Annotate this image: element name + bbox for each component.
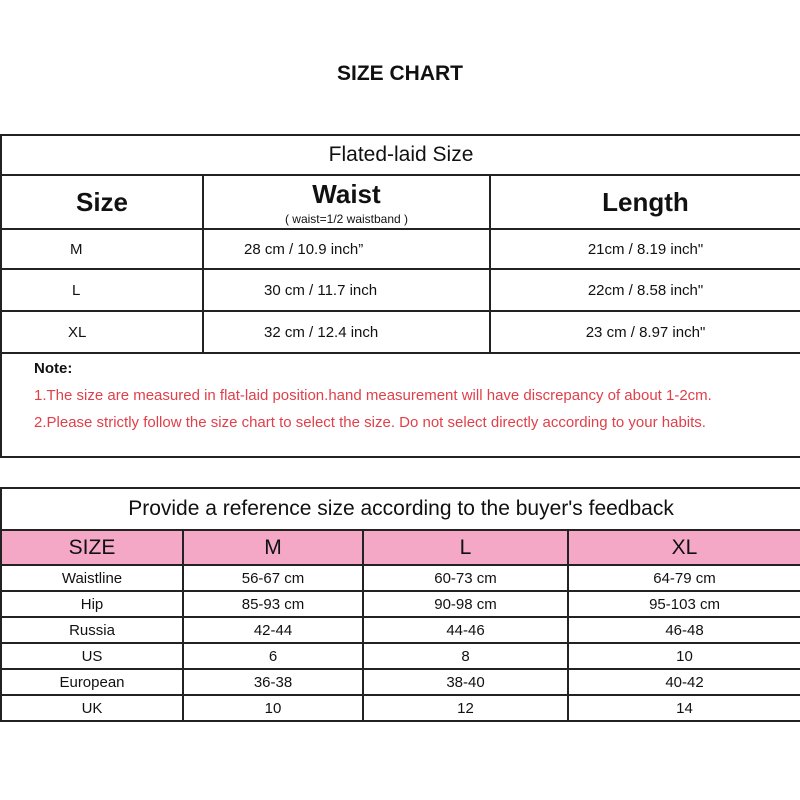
- flat-laid-size-table: [0, 134, 800, 458]
- cell-value: 8: [363, 643, 568, 669]
- cell-value: 90-98 cm: [363, 591, 568, 617]
- table-row: [1, 643, 800, 669]
- header-waist: [203, 175, 490, 229]
- table-row: [1, 311, 800, 353]
- cell-value: 14: [568, 695, 800, 721]
- header-m: M: [183, 530, 363, 565]
- header-l: L: [363, 530, 568, 565]
- table-row: [1, 269, 800, 311]
- note-2: 2.Please strictly follow the size chart to select the size. Do not select directly according to your habits.: [34, 414, 706, 431]
- table-row: [1, 565, 800, 591]
- cell-label: Russia: [1, 617, 183, 643]
- cell-waist: 28 cm / 10.9 inch”: [203, 229, 490, 269]
- cell-value: 38-40: [363, 669, 568, 695]
- header-waist-label: Waist: [312, 178, 381, 209]
- header-size: Size: [1, 175, 203, 229]
- header-size: SIZE: [1, 530, 183, 565]
- note-label: Note:: [34, 360, 73, 377]
- cell-value: 56-67 cm: [183, 565, 363, 591]
- cell-value: 6: [183, 643, 363, 669]
- cell-waist: 30 cm / 11.7 inch: [203, 269, 490, 311]
- table-caption: Flated-laid Size: [1, 135, 800, 175]
- cell-length: 22cm / 8.58 inch": [490, 269, 800, 311]
- cell-label: Waistline: [1, 565, 183, 591]
- cell-value: 44-46: [363, 617, 568, 643]
- reference-size-table: [0, 487, 800, 722]
- table-row: [1, 591, 800, 617]
- cell-value: 12: [363, 695, 568, 721]
- cell-value: 46-48: [568, 617, 800, 643]
- cell-value: 85-93 cm: [183, 591, 363, 617]
- table-caption: Provide a reference size according to the buyer's feedback: [1, 488, 800, 530]
- cell-value: 60-73 cm: [363, 565, 568, 591]
- note-1: 1.The size are measured in flat-laid position.hand measurement will have discrepancy of about 1-2cm.: [34, 387, 712, 404]
- table-row: [1, 695, 800, 721]
- cell-value: 36-38: [183, 669, 363, 695]
- page-title: SIZE CHART: [337, 62, 463, 85]
- table-row: [1, 229, 800, 269]
- cell-label: UK: [1, 695, 183, 721]
- cell-label: Hip: [1, 591, 183, 617]
- cell-waist: 32 cm / 12.4 inch: [203, 311, 490, 353]
- cell-size: L: [1, 269, 203, 311]
- cell-value: 64-79 cm: [568, 565, 800, 591]
- table-row: [1, 617, 800, 643]
- cell-value: 95-103 cm: [568, 591, 800, 617]
- cell-length: 21cm / 8.19 inch": [490, 229, 800, 269]
- cell-size: M: [1, 229, 203, 269]
- cell-value: 10: [183, 695, 363, 721]
- cell-length: 23 cm / 8.97 inch": [490, 311, 800, 353]
- header-length: Length: [490, 175, 800, 229]
- cell-label: US: [1, 643, 183, 669]
- cell-value: 42-44: [183, 617, 363, 643]
- note-section: [1, 353, 800, 457]
- cell-label: European: [1, 669, 183, 695]
- header-xl: XL: [568, 530, 800, 565]
- header-waist-sub: ( waist=1/2 waistband ): [284, 211, 409, 226]
- cell-size: XL: [1, 311, 203, 353]
- cell-value: 10: [568, 643, 800, 669]
- cell-value: 40-42: [568, 669, 800, 695]
- table-row: [1, 669, 800, 695]
